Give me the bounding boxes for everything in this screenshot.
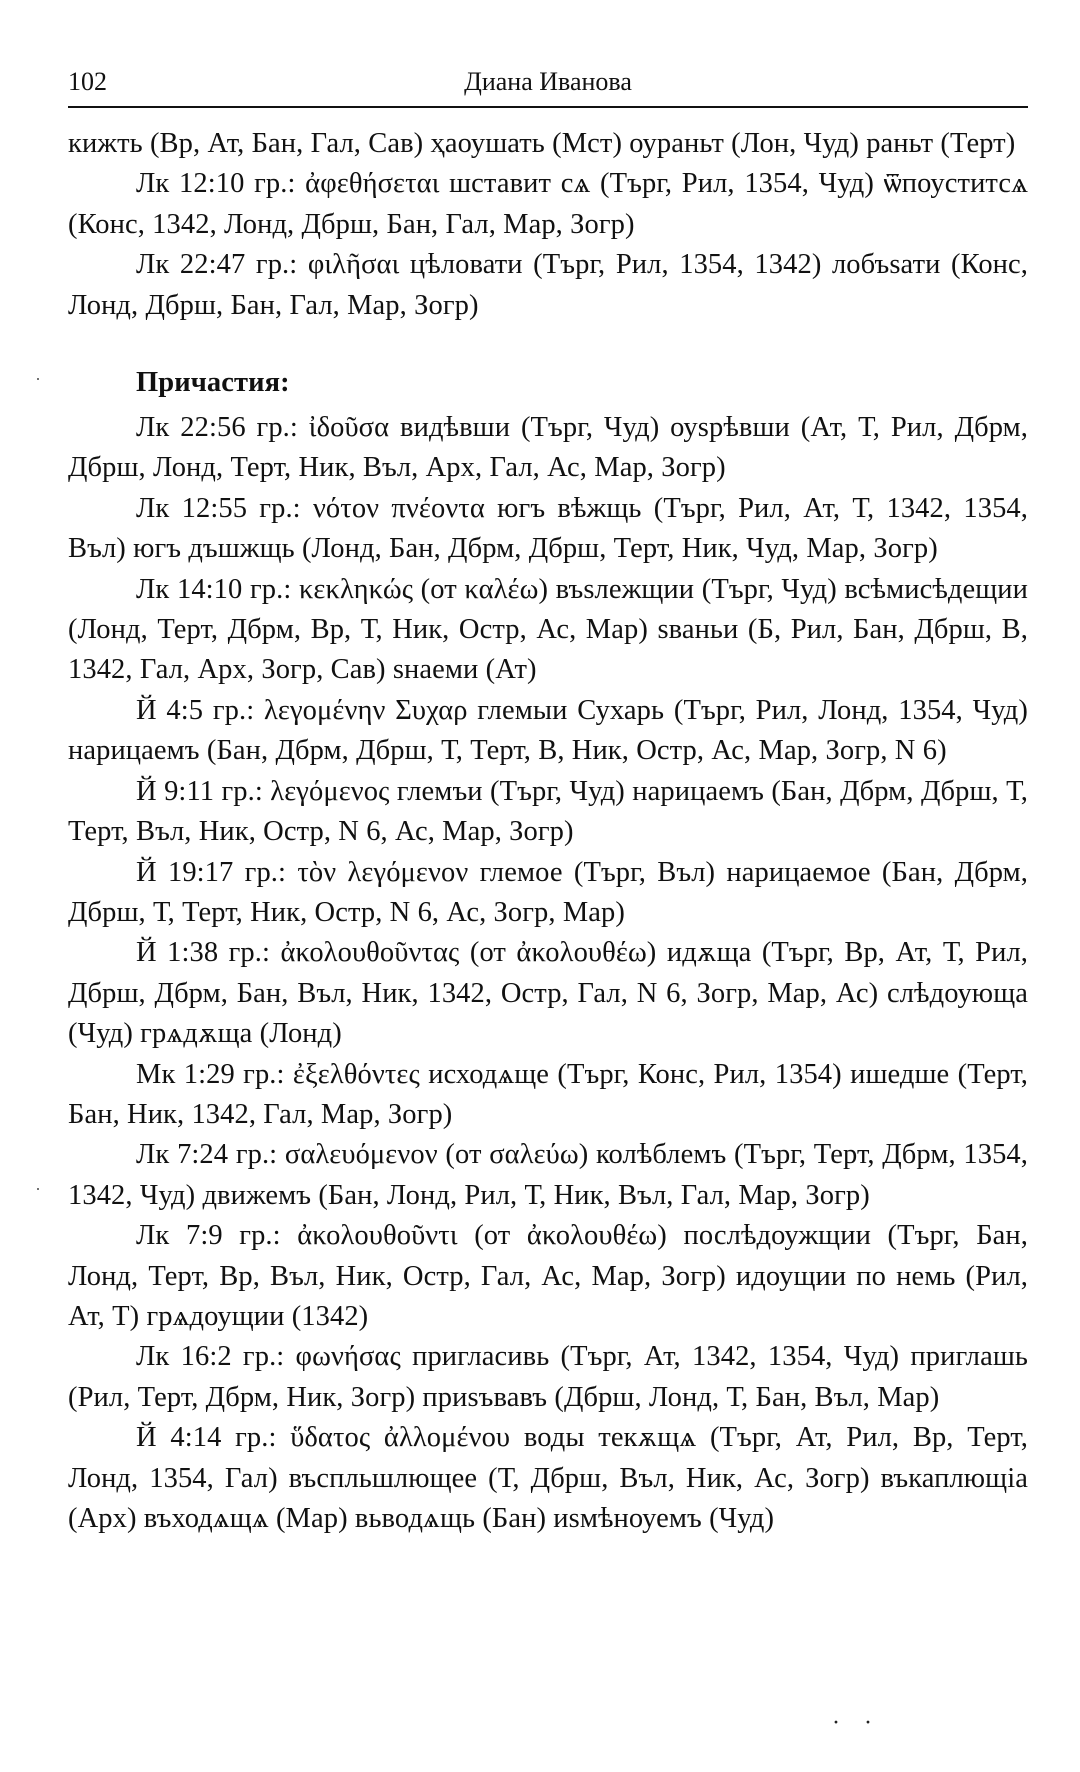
section-heading: Причастия: (136, 367, 290, 399)
page-number: 102 (68, 67, 107, 96)
body-paragraph: Мк 1:29 гр.: ἐξελθόντες исходѧще (Търг, Конс, Рил, 1354) ишедше (Терт, Бан, Ник, 1342, Гал, Мар, Зогр) (68, 1058, 1028, 1130)
margin-speck (37, 1188, 39, 1190)
body-paragraph: Лк 22:47 гр.: φιλῆσαι цѣловати (Търг, Рил, 1354, 1342) лобъѕати (Конс, Лонд, Дбрш, Бан, Гал, Мар, Зогр) (68, 249, 1028, 321)
margin-speck (37, 378, 39, 380)
running-head (68, 62, 1028, 108)
scan-speckles: ·· (832, 1710, 896, 1736)
body-paragraph: Й 19:17 гр.: τὸν λεγόμενον глемое (Търг, Въл) нарицаемое (Бан, Дбрм, Дбрш, Т, Терт, Ник, Остр, N 6, Ас, Зогр, Мар) (68, 856, 1028, 928)
body-paragraph: Й 4:14 гр.: ὕδατος ἀλλομένου воды текѫщѧ (Търг, Ат, Рил, Вр, Терт, Лонд, 1354, Гал) въспльшлющее (Т, Дбрш, Въл, Ник, Ас, Зогр) въкаплющіа (Арх) въходѧщѧ (Мар) вьводѧщь (Бан) иѕмѣноуемъ (Чуд) (68, 1422, 1028, 1534)
body-paragraph: Лк 14:10 гр.: κεκληκώς (от καλέω) въѕлежщии (Търг, Чуд) всѣмисѣдещии (Лонд, Терт, Дбрм, Вр, Т, Ник, Остр, Ас, Мар) ѕваньи (Б, Рил, Бан, Дбрш, В, 1342, Гал, Арх, Зогр, Сав) ѕнаеми (Ат) (68, 573, 1028, 686)
book-page (68, 62, 1028, 1539)
body-paragraph: Й 1:38 гр.: ἀκολουθοῦντας (от ἀκολουθέω) идѫща (Търг, Вр, Ат, Т, Рил, Дбрш, Дбрм, Бан, Въл, Ник, 1342, Остр, Гал, N 6, Зогр, Мар, Ас) слѣдоующа (Чуд) грѧдѫща (Лонд) (68, 937, 1028, 1050)
body-paragraph: Й 4:5 гр.: λεγομένην Συχαρ глемыи Сухарь (Търг, Рил, Лонд, 1354, Чуд) нарицаемъ (Бан, Дбрм, Дбрш, Т, Терт, В, Ник, Остр, Ас, Мар, Зогр, N 6) (68, 694, 1028, 767)
page-body (68, 124, 1028, 1539)
author-name: Диана Иванова (464, 67, 632, 96)
body-paragraph: Лк 16:2 гр.: φωνήσας пригласивь (Търг, Ат, 1342, 1354, Чуд) приглашь (Рил, Терт, Дбрм, Ник, Зогр) приѕъвавъ (Дбрш, Лонд, Т, Бан, Въл, Мар) (68, 1341, 1028, 1413)
body-paragraph: Й 9:11 гр.: λεγόμενος глемъи (Търг, Чуд) нарицаемъ (Бан, Дбрм, Дбрш, Т, Терт, Въл, Ник, Остр, N 6, Ас, Мар, Зогр) (68, 775, 1028, 848)
body-paragraph: Лк 12:10 гр.: ἀφεθήσεται шставит сѧ (Търг, Рил, 1354, Чуд) ѿпоуститсѧ (Конс, 1342, Лонд, Дбрш, Бан, Гал, Мар, Зогр) (68, 168, 1028, 240)
body-paragraph: Лк 12:55 гр.: νότον πνέοντα югъ вѣжщь (Търг, Рил, Ат, Т, 1342, 1354, Въл) югъ дъшжщь (Лонд, Бан, Дбрм, Дбрш, Терт, Ник, Чуд, Мар, Зогр) (68, 492, 1028, 565)
body-paragraph: кижть (Вр, Ат, Бан, Гал, Сав) ҳаоушать (Мст) оураньт (Лон, Чуд) раньт (Терт) (68, 128, 1016, 159)
body-paragraph: Лк 22:56 гр.: ἰδοῦσα видѣвши (Търг, Чуд) оуѕрѣвши (Ат, Т, Рил, Дбрм, Дбрш, Лонд, Терт, Ник, Въл, Арх, Гал, Ас, Мар, Зогр) (68, 412, 1028, 484)
body-paragraph: Лк 7:9 гр.: ἀκολουθοῦντι (от ἀκολουθέω) послѣдоужщии (Търг, Бан, Лонд, Терт, Вр, Въл, Ник, Остр, Гал, Ас, Мар, Зогр) идоущии по немь (Рил, Ат, Т) грѧдоущии (1342) (68, 1220, 1028, 1332)
body-paragraph: Лк 7:24 гр.: σαλευόμενον (от σαλεύω) колѣблемъ (Търг, Терт, Дбрм, 1354, 1342, Чуд) движемъ (Бан, Лонд, Рил, Т, Ник, Въл, Гал, Мар, Зогр) (68, 1139, 1028, 1211)
